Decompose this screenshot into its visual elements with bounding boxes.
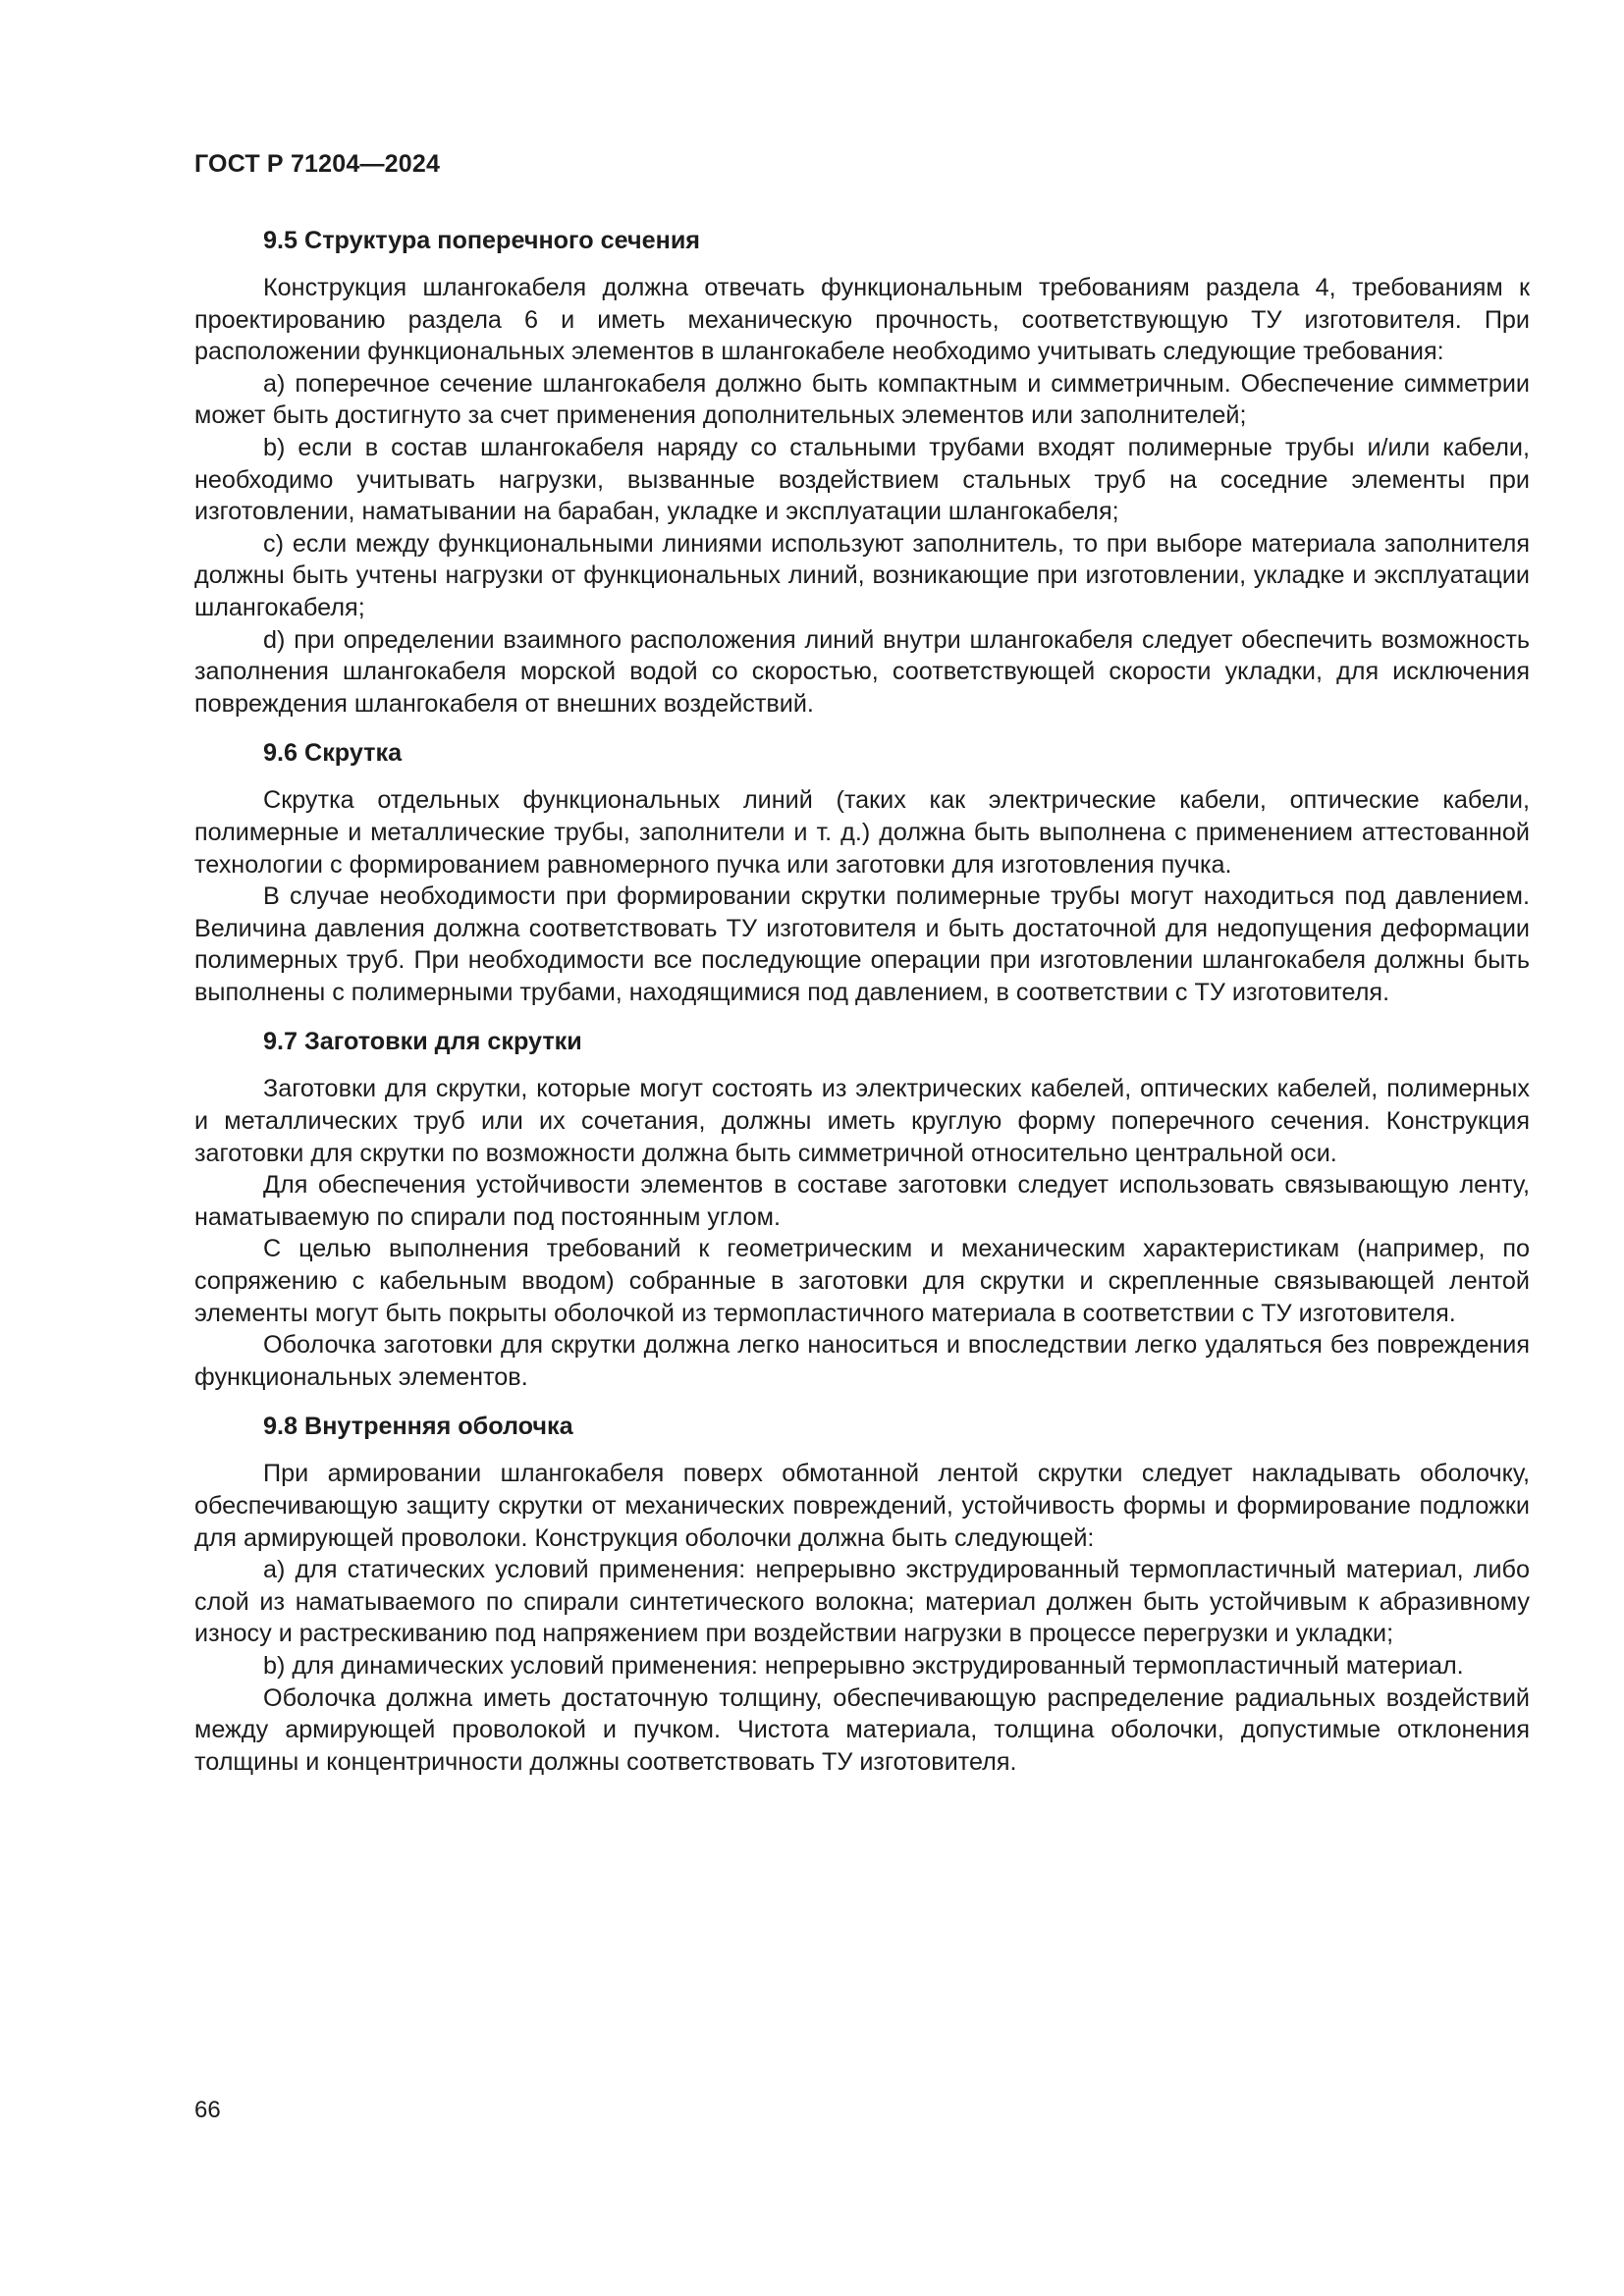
paragraph: Оболочка заготовки для скрутки должна легко наноситься и впоследствии легко удаляться без повреждения функциональных элементов. [194, 1331, 1530, 1391]
section-title: 9.7 Заготовки для скрутки [263, 1028, 582, 1056]
list-item: b) если в состав шлангокабеля наряду со стальными трубами входят полимерные трубы и/или кабели, необходимо учитывать нагрузки, вызванные воздействием стальных труб на соседние элементы при изготовлении, наматывании на барабан, укладке и эксплуатации шлангокабеля; [194, 433, 1530, 526]
page-number: 66 [194, 2097, 221, 2123]
paragraph: При армировании шлангокабеля поверх обмотанной лентой скрутки следует накладывать оболочку, обеспечивающую защиту скрутки от механических повреждений, устойчивость формы и формирование подложки для армирующей проволоки. Конструкция оболочки должна быть следующей: [194, 1460, 1530, 1552]
section-9-5 [194, 224, 1530, 720]
paragraph: С целью выполнения требований к геометрическим и механическим характеристикам (например, по сопряжению с кабельным вводом) собранные в заготовки для скрутки и скрепленные связывающей лентой элементы могут быть покрыты оболочкой из термопластичного материала в соответствии с ТУ изготовителя. [194, 1235, 1530, 1327]
paragraph: Конструкция шлангокабеля должна отвечать функциональным требованиям раздела 4, требованиям к проектированию раздела 6 и иметь механическую прочность, соответствующую ТУ изготовителя. При расположении функциональных элементов в шлангокабеле необходимо учитывать следующие требования: [194, 274, 1530, 366]
list-item: a) поперечное сечение шлангокабеля должно быть компактным и симметричным. Обеспечение симметрии может быть достигнуто за счет применения дополнительных элементов или заполнителей; [194, 369, 1530, 430]
paragraph: Заготовки для скрутки, которые могут состоять из электрических кабелей, оптических кабелей, полимерных и металлических труб или их сочетания, должны иметь круглую форму поперечного сечения. Конструкция заготовки для скрутки по возможности должна быть симметричной относительно центральной оси. [194, 1075, 1530, 1167]
list-item: c) если между функциональными линиями используют заполнитель, то при выборе материала заполнителя должны быть учтены нагрузки от функциональных линий, возникающие при изготовлении, укладке и эксплуатации шлангокабеля; [194, 529, 1530, 621]
section-title: 9.6 Скрутка [263, 739, 403, 768]
paragraph: Скрутка отдельных функциональных линий (таких как электрические кабели, оптические кабели, полимерные и металлические трубы, заполнители и т. д.) должна быть выполнена с применением аттестованной технологии с формированием равномерного пучка или заготовки для изготовления пучка. [194, 786, 1530, 879]
list-item: b) для динамических условий применения: непрерывно экструдированный термопластичный материал. [263, 1651, 1464, 1680]
paragraph: В случае необходимости при формировании скрутки полимерные трубы могут находиться под давлением. Величина давления должна соответствовать ТУ изготовителя и быть достаточной для недопущения деформации полимерных труб. При необходимости все последующие операции при изготовлении шлангокабеля должны быть выполнены с полимерными трубами, находящимися под давлением, в соответствии с ТУ изготовителя. [194, 882, 1530, 1006]
list-item: a) для статических условий применения: непрерывно экструдированный термопластичный материал, либо слой из наматываемого по спирали синтетического волокна; материал должен быть устойчивым к абразивному износу и растрескиванию под напряжением при воздействии нагрузки в процессе перегрузки и укладки; [194, 1556, 1530, 1648]
section-title: 9.5 Структура поперечного сечения [263, 227, 700, 254]
section-9-8 [194, 1410, 1530, 1778]
document-code: ГОСТ Р 71204—2024 [194, 150, 441, 178]
section-9-7 [194, 1025, 1530, 1393]
list-item: d) при определении взаимного расположения линий внутри шлангокабеля следует обеспечить возможность заполнения шлангокабеля морской водой со скоростью, соответствующей скорости укладки, для исключения повреждения шлангокабеля от внешних воздействий. [194, 625, 1530, 718]
page-content [194, 224, 1530, 1794]
paragraph: Для обеспечения устойчивости элементов в составе заготовки следует использовать связывающую ленту, наматываемую по спирали под постоянным углом. [194, 1171, 1530, 1231]
section-9-6 [194, 736, 1530, 1008]
paragraph: Оболочка должна иметь достаточную толщину, обеспечивающую распределение радиальных воздействий между армирующей проволокой и пучком. Чистота материала, толщина оболочки, допустимые отклонения толщины и концентричности должны соответствовать ТУ изготовителя. [194, 1683, 1530, 1776]
section-title: 9.8 Внутренняя оболочка [263, 1413, 573, 1441]
